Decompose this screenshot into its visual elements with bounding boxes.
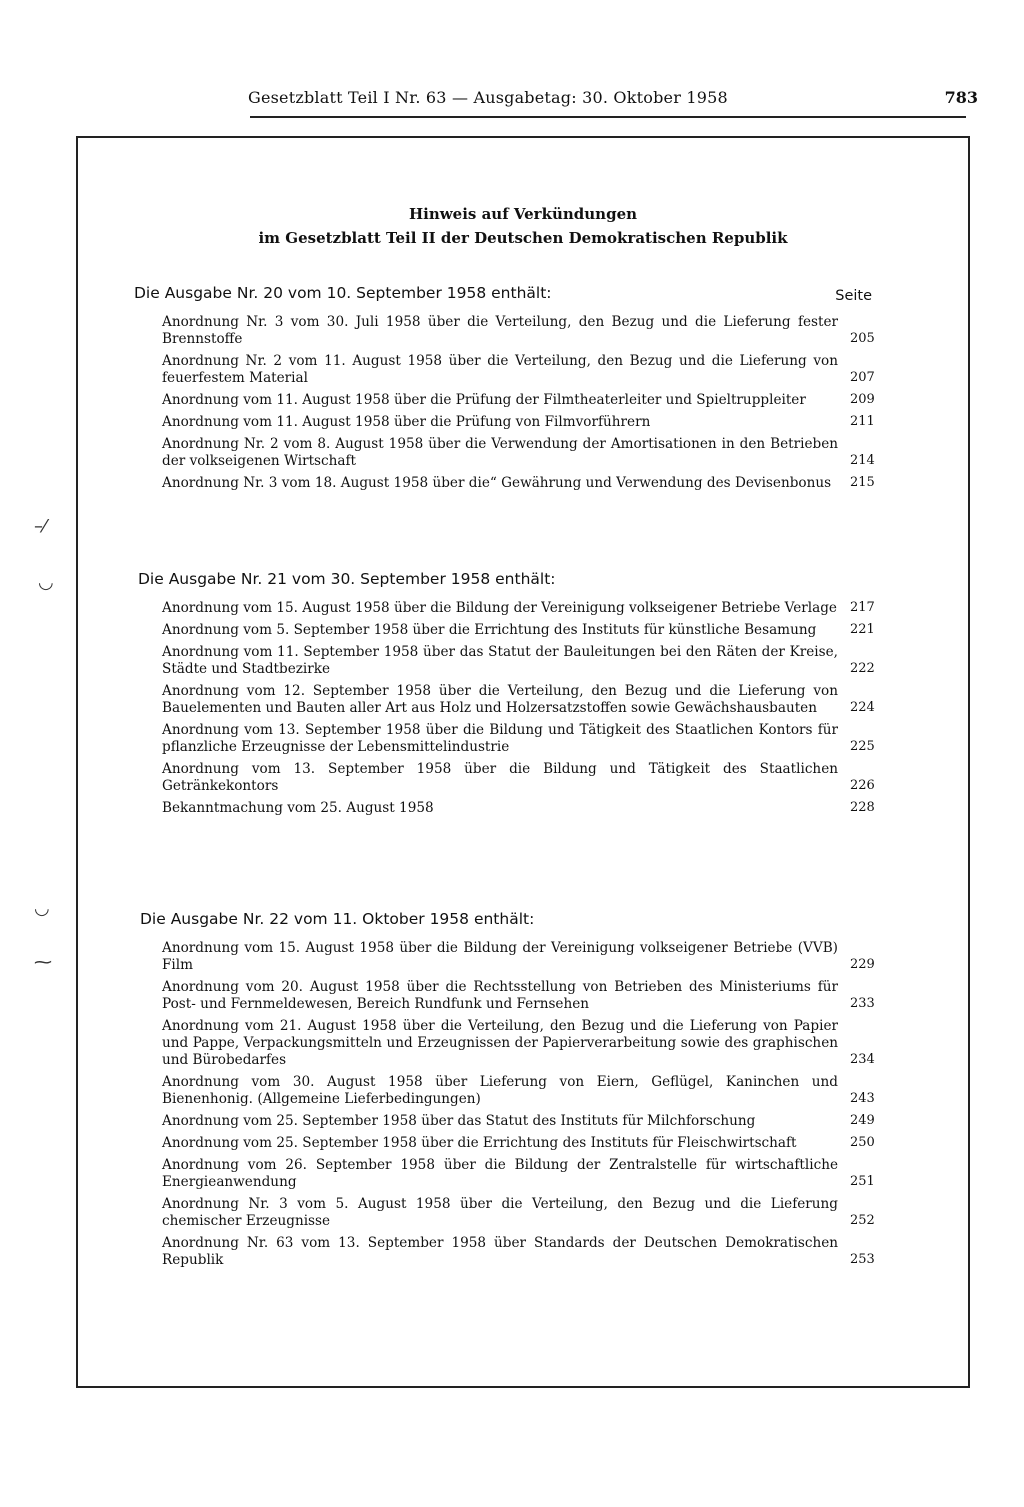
entry-page: 215 (850, 475, 875, 490)
list-item (162, 1135, 875, 1152)
list-item (162, 475, 875, 492)
entry-text: Anordnung vom 12. September 1958 über die Verteilung, den Bezug und die Lieferung von Bauelementen und Bauten aller Art aus Holz und Holzersatzstoffen sowie Gewächshausbauten (162, 683, 838, 716)
entry-text: Anordnung vom 5. September 1958 über die Errichtung des Instituts für künstliche Besamung (162, 622, 817, 638)
entry-page: 233 (850, 996, 875, 1011)
margin-mark: ◡ (34, 898, 50, 919)
entry-page: 205 (850, 331, 875, 346)
entry-page: 249 (850, 1113, 875, 1128)
entry-text: Anordnung vom 25. September 1958 über die Errichtung des Instituts für Fleischwirtschaft (162, 1135, 797, 1151)
issue-heading (138, 570, 968, 594)
list-item (162, 1113, 875, 1130)
issue-section (78, 284, 968, 497)
entry-list (78, 600, 968, 817)
list-item (162, 622, 875, 639)
entry-text: Anordnung vom 26. September 1958 über die Bildung der Zentralstelle für wirtschaftliche Energieanwendung (162, 1157, 838, 1190)
list-item (162, 1235, 875, 1269)
entry-text: Bekanntmachung vom 25. August 1958 (162, 800, 434, 816)
entry-text: Anordnung Nr. 63 vom 13. September 1958 über Standards der Deutschen Demokratischen Republik (162, 1235, 838, 1268)
entry-page: 252 (850, 1213, 875, 1228)
entry-page: 211 (850, 414, 875, 429)
issue-heading (140, 910, 968, 934)
issue-heading-text: Die Ausgabe Nr. 20 vom 10. September 1958 enthält: (134, 284, 552, 302)
issue-heading-text: Die Ausgabe Nr. 22 vom 11. Oktober 1958 enthält: (140, 910, 535, 928)
entry-page: 214 (850, 453, 875, 468)
entry-page: 226 (850, 778, 875, 793)
margin-mark: ◡ (38, 572, 54, 593)
header-rule (250, 116, 966, 118)
list-item (162, 314, 875, 348)
entry-text: Anordnung vom 11. August 1958 über die Prüfung der Filmtheaterleiter und Spieltruppleiter (162, 392, 806, 408)
entry-text: Anordnung vom 30. August 1958 über Lieferung von Eiern, Geflügel, Kaninchen und Bienenhonig. (Allgemeine Lieferbedingungen) (162, 1074, 838, 1107)
entry-text: Anordnung vom 21. August 1958 über die Verteilung, den Bezug und die Lieferung von Papier und Pappe, Verpackungsmitteln und Erzeugnissen der Papierverarbeitung sowie des graphischen und Bürobedarfes (162, 1018, 838, 1068)
entry-text: Anordnung vom 11. August 1958 über die Prüfung von Filmvorführern (162, 414, 651, 430)
entry-text: Anordnung Nr. 3 vom 30. Juli 1958 über die Verteilung, den Bezug und die Lieferung fester Brennstoffe (162, 314, 838, 347)
entry-page: 228 (850, 800, 875, 815)
list-item (162, 683, 875, 717)
entry-text: Anordnung Nr. 2 vom 8. August 1958 über die Verwendung der Amortisationen in den Betrieben der volkseigenen Wirtschaft (162, 436, 838, 469)
notice-title-line-2: im Gesetzblatt Teil II der Deutschen Demokratischen Republik (258, 229, 788, 247)
entry-list (78, 940, 968, 1269)
entry-page: 222 (850, 661, 875, 676)
list-item (162, 800, 875, 817)
entry-text: Anordnung vom 13. September 1958 über die Bildung und Tätigkeit des Staatlichen Getränkekontors (162, 761, 838, 794)
list-item (162, 414, 875, 431)
entry-page: 209 (850, 392, 875, 407)
entry-list (78, 314, 968, 492)
entry-text: Anordnung vom 15. August 1958 über die Bildung der Vereinigung volkseigener Betriebe (VVB) Film (162, 940, 838, 973)
entry-text: Anordnung Nr. 3 vom 18. August 1958 über die“ Gewährung und Verwendung des Devisenbonus (162, 475, 832, 491)
entry-text: Anordnung Nr. 3 vom 5. August 1958 über die Verteilung, den Bezug und die Lieferung chemischer Erzeugnisse (162, 1196, 838, 1229)
entry-text: Anordnung vom 11. September 1958 über das Statut der Bauleitungen bei den Räten der Kreise, Städte und Stadtbezirke (162, 644, 838, 677)
issue-heading-text: Die Ausgabe Nr. 21 vom 30. September 1958 enthält: (138, 570, 556, 588)
running-header (248, 88, 978, 107)
notice-title-line-1: Hinweis auf Verkündungen (408, 205, 638, 223)
notice-title (78, 202, 968, 250)
list-item (162, 940, 875, 974)
list-item (162, 353, 875, 387)
entry-page: 251 (850, 1174, 875, 1189)
list-item (162, 644, 875, 678)
list-item (162, 1157, 875, 1191)
list-item (162, 1196, 875, 1230)
page-number: 783 (944, 88, 978, 107)
margin-mark: ⁓ (34, 952, 52, 973)
issue-section (78, 570, 968, 822)
list-item (162, 600, 875, 617)
margin-mark: –⁄ (34, 516, 47, 537)
entry-page: 243 (850, 1091, 875, 1106)
list-item (162, 1018, 875, 1069)
issue-heading (134, 284, 968, 308)
list-item (162, 1074, 875, 1108)
list-item (162, 722, 875, 756)
entry-text: Anordnung vom 15. August 1958 über die Bildung der Vereinigung volkseigener Betriebe Verlage (162, 600, 837, 616)
entry-page: 253 (850, 1252, 875, 1267)
page-column-label: Seite (835, 288, 872, 304)
entry-text: Anordnung vom 25. September 1958 über das Statut des Instituts für Milchforschung (162, 1113, 756, 1129)
entry-page: 217 (850, 600, 875, 615)
entry-page: 221 (850, 622, 875, 637)
entry-text: Anordnung vom 13. September 1958 über die Bildung und Tätigkeit des Staatlichen Kontors für pflanzliche Erzeugnisse der Lebensmittelindustrie (162, 722, 838, 755)
notice-box (76, 136, 970, 1388)
entry-page: 229 (850, 957, 875, 972)
entry-text: Anordnung Nr. 2 vom 11. August 1958 über die Verteilung, den Bezug und die Lieferung von feuerfestem Material (162, 353, 838, 386)
list-item (162, 761, 875, 795)
entry-text: Anordnung vom 20. August 1958 über die Rechtsstellung von Betrieben des Ministeriums für Post- und Fernmeldewesen, Bereich Rundfunk und Fernsehen (162, 979, 838, 1012)
entry-page: 225 (850, 739, 875, 754)
entry-page: 234 (850, 1052, 875, 1067)
list-item (162, 979, 875, 1013)
list-item (162, 392, 875, 409)
running-title: Gesetzblatt Teil I Nr. 63 — Ausgabetag: 30. Oktober 1958 (248, 88, 728, 107)
list-item (162, 436, 875, 470)
issue-section (78, 910, 968, 1274)
entry-page: 250 (850, 1135, 875, 1150)
entry-page: 224 (850, 700, 875, 715)
entry-page: 207 (850, 370, 875, 385)
